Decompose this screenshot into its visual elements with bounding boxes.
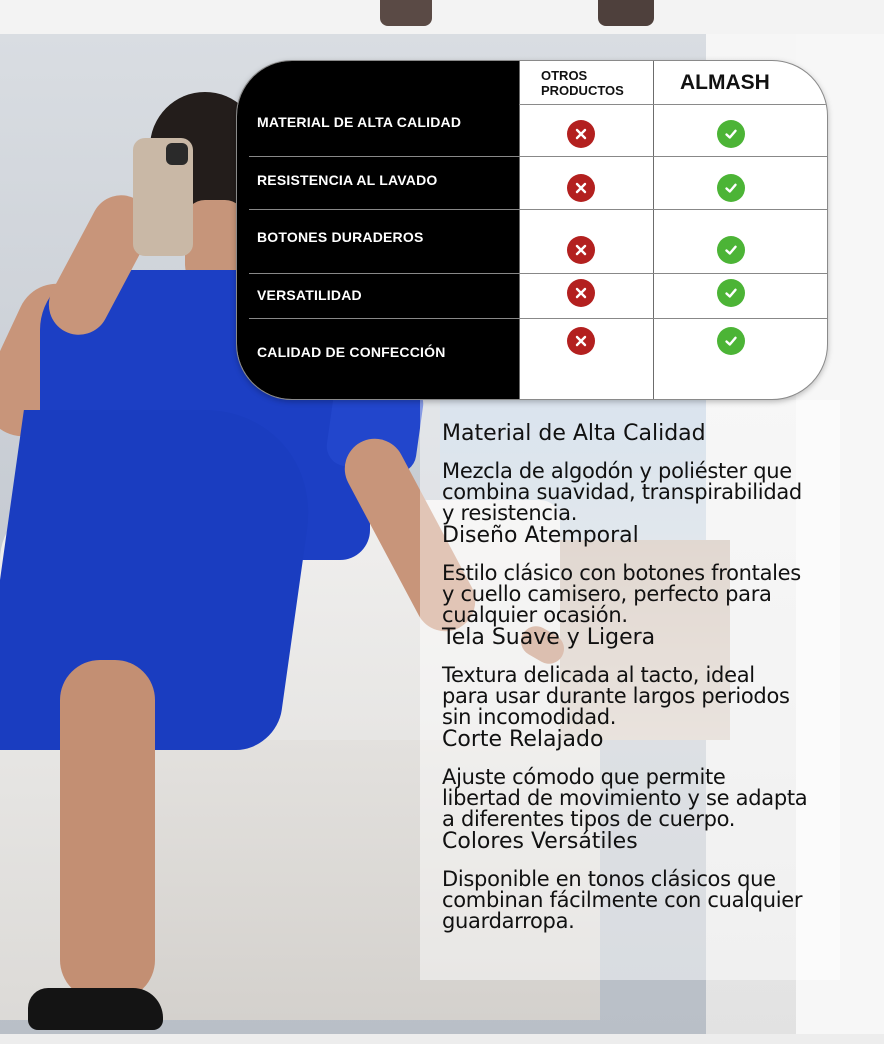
divider-row-2	[249, 209, 827, 210]
feature-desc-line: Ajuste cómodo que permite	[442, 765, 726, 789]
row-label-confeccion: CALIDAD DE CONFECCIÓN	[257, 344, 446, 360]
divider-vertical-2	[653, 61, 654, 399]
feature-list	[442, 422, 842, 932]
feature-desc-line: libertad de movimiento y se adapta	[442, 786, 808, 810]
feature-desc-line: sin incomodidad.	[442, 705, 617, 729]
divider-row-3	[249, 273, 827, 274]
header-other-line-1: OTROS	[541, 67, 588, 83]
model-leg-top-left	[380, 0, 432, 26]
feature-title: Colores Versátiles	[442, 829, 638, 854]
model-leg-top-right	[598, 0, 654, 26]
feature-description	[442, 563, 842, 626]
header-brand: ALMASH	[680, 70, 770, 94]
feature-title: Material de Alta Calidad	[442, 421, 706, 446]
feature-desc-line: Estilo clásico con botones frontales	[442, 561, 801, 585]
feature-desc-line: y cuello camisero, perfecto para	[442, 582, 772, 606]
check-icon	[717, 327, 745, 355]
header-other-line-2: PRODUCTOS	[541, 82, 624, 98]
dress-skirt	[0, 410, 324, 750]
model-leg	[60, 660, 155, 1000]
feature-tela	[442, 626, 842, 728]
bottom-photo-strip	[0, 1034, 884, 1044]
feature-desc-line: combinan fácilmente con cualquier	[442, 888, 803, 912]
divider-row-4	[249, 318, 827, 319]
phone-camera-icon	[166, 143, 188, 165]
feature-description	[442, 665, 842, 728]
row-label-material: MATERIAL DE ALTA CALIDAD	[257, 114, 462, 130]
check-icon	[717, 279, 745, 307]
comparison-table	[236, 60, 828, 400]
feature-desc-line: a diferentes tipos de cuerpo.	[442, 807, 736, 831]
check-icon	[717, 120, 745, 148]
feature-title: Tela Suave y Ligera	[442, 625, 656, 650]
x-icon	[567, 279, 595, 307]
feature-desc-line: Textura delicada al tacto, ideal	[442, 663, 755, 687]
feature-desc-line: Mezcla de algodón y poliéster que	[442, 459, 792, 483]
x-icon	[567, 327, 595, 355]
feature-material	[442, 422, 842, 524]
feature-desc-line: Disponible en tonos clásicos que	[442, 867, 776, 891]
divider-vertical-1	[519, 61, 520, 399]
feature-description	[442, 869, 842, 932]
row-label-botones: BOTONES DURADEROS	[257, 229, 424, 245]
feature-diseno	[442, 524, 842, 626]
feature-desc-line: cualquier ocasión.	[442, 603, 628, 627]
feature-description	[442, 767, 842, 830]
check-icon	[717, 174, 745, 202]
divider-header	[519, 104, 827, 105]
divider-row-1	[249, 156, 827, 157]
feature-desc-line: para usar durante largos periodos	[442, 684, 790, 708]
x-icon	[567, 236, 595, 264]
feature-desc-line: y resistencia.	[442, 501, 578, 525]
model-shoe	[28, 988, 163, 1030]
feature-title: Corte Relajado	[442, 727, 604, 752]
feature-colores	[442, 830, 842, 932]
header-other-products	[519, 61, 653, 104]
feature-desc-line: combina suavidad, transpirabilidad	[442, 480, 802, 504]
feature-title: Diseño Atemporal	[442, 523, 639, 548]
row-label-versatilidad: VERSATILIDAD	[257, 287, 362, 303]
x-icon	[567, 174, 595, 202]
top-photo-strip	[0, 0, 884, 34]
feature-corte	[442, 728, 842, 830]
check-icon	[717, 236, 745, 264]
feature-desc-line: guardarropa.	[442, 909, 575, 933]
x-icon	[567, 120, 595, 148]
feature-description	[442, 461, 842, 524]
row-label-resistencia: RESISTENCIA AL LAVADO	[257, 172, 438, 188]
